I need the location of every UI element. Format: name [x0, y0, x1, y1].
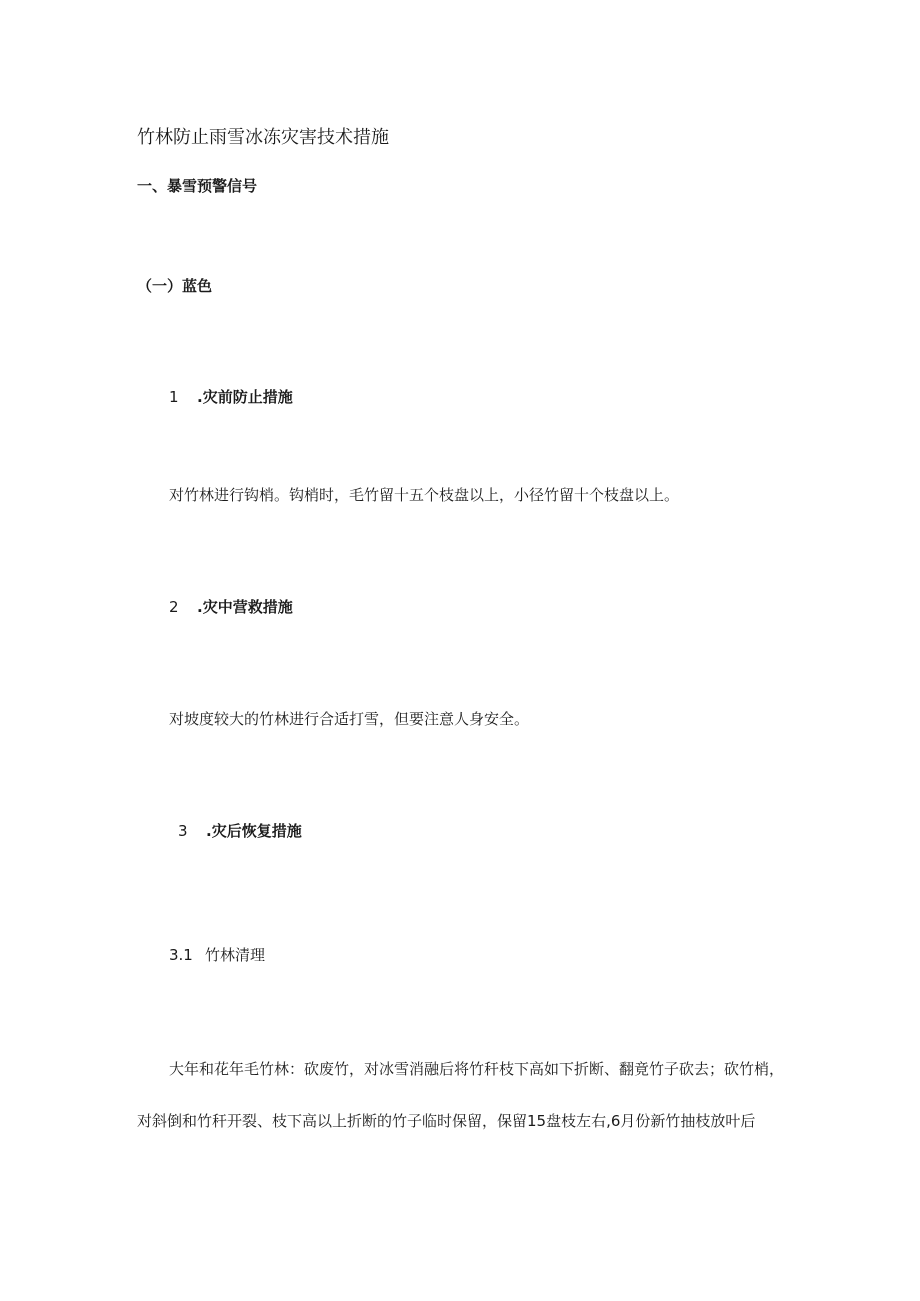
item-label: .灾中营救措施	[197, 598, 293, 616]
item-heading-1	[169, 387, 293, 407]
item-label: .灾前防止措施	[197, 388, 293, 406]
paragraph-line-2: 对斜倒和竹秆开裂、枝下高以上折断的竹子临时保留，保留15盘枝左右,6月份新竹抽枝放叶后	[137, 1112, 756, 1130]
item-body-1: 对竹林进行钩梢。钩梢时，毛竹留十五个枝盘以上，小径竹留十个枝盘以上。	[169, 486, 680, 504]
item-number: 3	[178, 822, 188, 840]
item-label: .灾后恢复措施	[206, 822, 302, 840]
sub-item-label: 竹林清理	[205, 946, 266, 964]
item-heading-3	[178, 821, 302, 841]
sub-item-number: 3.1	[169, 946, 193, 964]
subsection-heading: （一）蓝色	[137, 277, 213, 295]
sub-item-heading	[169, 945, 265, 965]
section-heading: 一、暴雪预警信号	[137, 177, 258, 195]
item-number: 1	[169, 388, 179, 406]
item-body-2: 对坡度较大的竹林进行合适打雪，但要注意人身安全。	[169, 710, 530, 728]
document-title: 竹林防止雨雪冰冻灾害技术措施	[137, 127, 389, 148]
item-number: 2	[169, 598, 179, 616]
paragraph-line-1: 大年和花年毛竹林：砍废竹，对冰雪消融后将竹秆枝下高如下折断、翻竟竹子砍去；砍竹梢，	[169, 1060, 785, 1078]
item-heading-2	[169, 597, 293, 617]
